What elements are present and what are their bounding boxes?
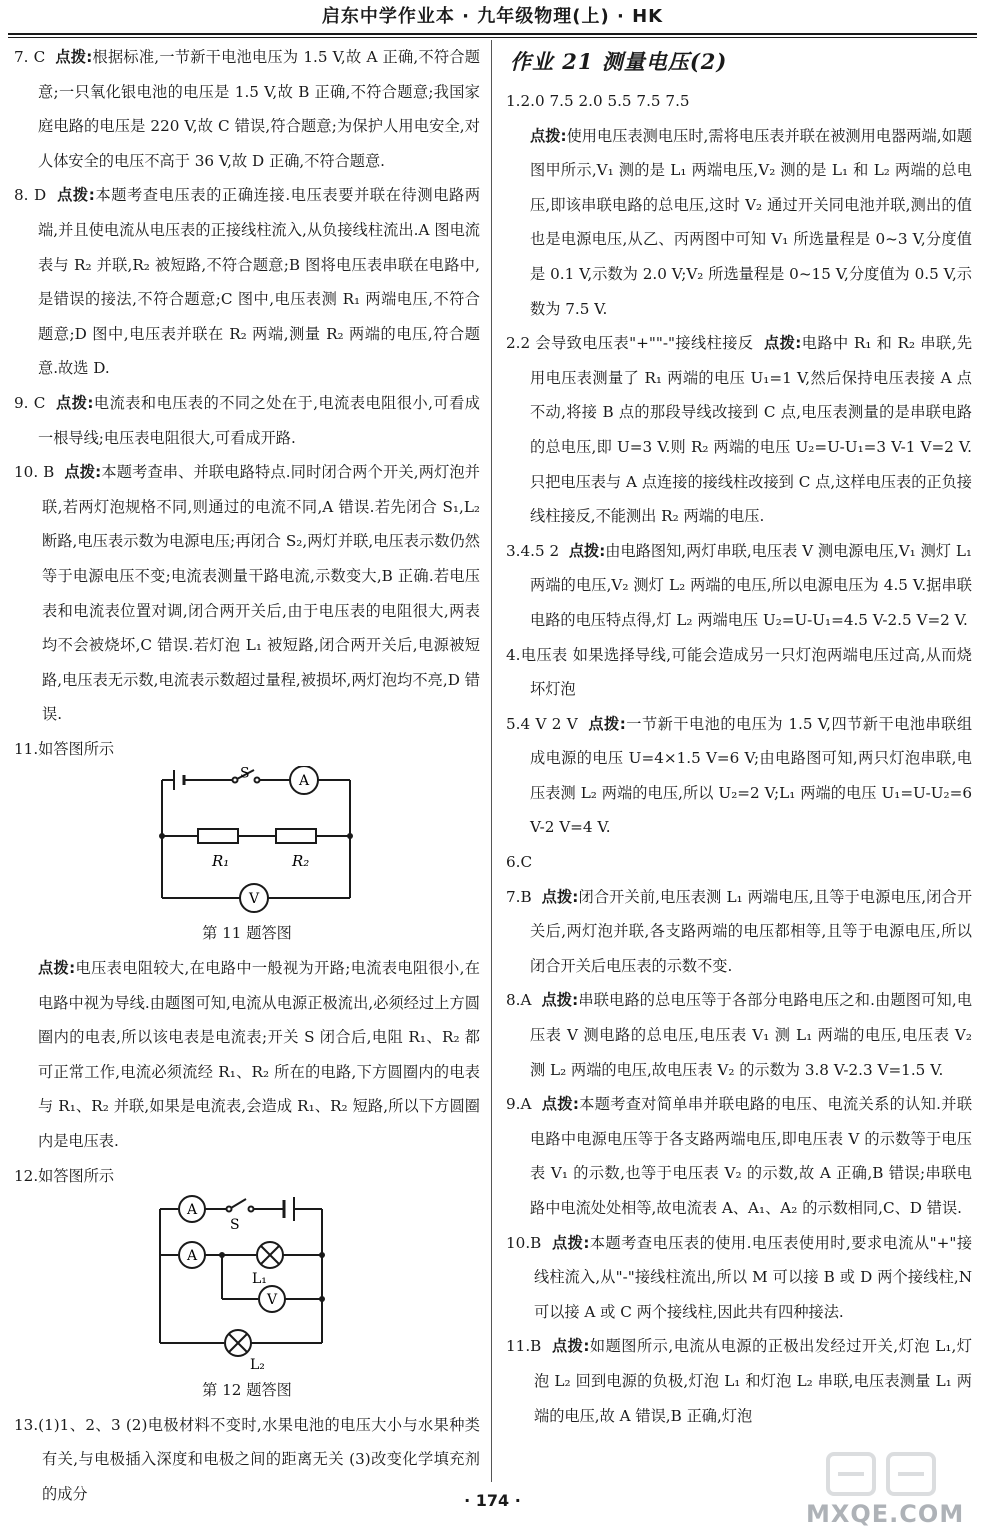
item-text: 使用电压表测电压时,需将电压表并联在被测用电器两端,如题图甲所示,V₁ 测的是 L₁ 两端电压,V₂ 测的是 L₁ 和 L₂ 两端的总电压,即该串联电路的总电压,这时 V₂ 通过开关同电池并联,测出的值也是电源电压,从乙、丙两图中可知 V₁ 所选量程是 0~3 V,分度值是 0.1 V,示数为 2.0 V;V₂ 所选量程是 0~15 V,分度值为 0.5 V,示数为 7.5 V.	[530, 126, 973, 318]
note-text: 电压表电阻较大,在电路中一般视为开路;电流表电阻很小,在电路中视为导线.由题图可知,电流从电源正极流出,必须经过上方圆圈内的电表,所以该电表是电流表;开关 S 闭合后,电阻 R₁、R₂ 都可正常工作,电流必须流经 R₁、R₂ 所在的电路,下方圆圈内的电表与 R₁、R₂ 并联,如果是电流表,会造成 R₁、R₂ 短路,所以下方圆圈内是电压表.	[38, 959, 480, 1151]
item-number: 11.	[14, 739, 39, 758]
circuit-diagram-11	[14, 766, 480, 916]
answer-item-8	[14, 178, 480, 386]
item-answer: 4 V 2 V	[520, 714, 578, 733]
tip-label: 点拨:	[530, 126, 567, 145]
watermark-text: MXQE.COM	[806, 1500, 965, 1528]
tip-label: 点拨:	[764, 334, 802, 353]
item-text: 本题考查串、并联电路特点.同时闭合两个开关,两灯泡并联,若两灯泡规格不同,则通过的电流不同,A 错误.若先闭合 S₁,L₂ 断路,电压表示数为电源电压;再闭合 S₂,两灯并联,电压表示数仍然等于电源电压不变;电流表测量干路电流,示数变大,B 正确.若电压表和电流表位置对调,闭合两开关后,由于电压表的电阻很大,两表均不会被烧坏,C 错误.若灯泡 L₁ 被短路,闭合两开关后,电源被短路,电压表无示数,电流表示数超过量程,被损坏,两灯泡均不亮,D 错误.	[42, 463, 480, 724]
answer-item-r10	[506, 1226, 972, 1330]
tip-label: 点拨:	[55, 48, 93, 66]
item-answer: B	[530, 1233, 542, 1252]
page-number: · 174 ·	[464, 1491, 521, 1510]
item-text: 本题考查电压表的使用.电压表使用时,要求电流从"+"接线柱流入,从"-"接线柱流出,所以 M 可以接 B 或 D 两个接线柱,N 可以接 A 或 C 两个接线柱,因此共有四种接法.	[534, 1233, 973, 1321]
answer-item-10	[14, 455, 480, 732]
item-text: 电流表和电压表的不同之处在于,电流表电阻很小,可看成一根导线;电压表电阻很大,可看成开路.	[38, 393, 480, 447]
item-answer: 4.5 2	[520, 541, 560, 560]
item-text: (1)1、2、3 (2)电极材料不变时,水果电池的电压大小与水果种类有关,与电极插入深度和电极之间的距离无关 (3)改变化学填充剂的成分	[38, 1415, 480, 1503]
item-text: 如答图所示	[38, 739, 115, 758]
answer-item-12	[14, 1159, 480, 1194]
figure-11	[14, 766, 480, 916]
section-title: 作业 21 测量电压(2)	[510, 49, 728, 74]
switch-label: S	[230, 1217, 240, 1234]
item-number: 8. D	[14, 186, 47, 205]
figure-12-caption: 第 12 题答图	[202, 1381, 292, 1400]
tip-label: 点拨:	[551, 1337, 590, 1356]
item-number: 9.	[506, 1095, 521, 1114]
item-text: 闭合开关前,电压表测 L₁ 两端电压,且等于电源电压,闭合开关后,两灯泡并联,各支路两端的电压都相等,且等于电源电压,所以闭合开关后电压表的示数不变.	[530, 887, 973, 975]
answer-item-7	[14, 40, 480, 178]
tip-label: 点拨:	[64, 463, 102, 482]
item-text: 一节新干电池的电压为 1.5 V,四节新干电池串联组成电源的电压 U=4×1.5 V=6 V;由电路图可知,两只灯泡串联,电压表测 L₂ 两端的电压,所以 U₂=2 V;L₁ 两端的电压 U₁=U-U₂=6 V-2 V=4 V.	[530, 714, 973, 837]
item-number: 8.	[506, 991, 521, 1010]
answer-item-r2	[506, 326, 972, 534]
ammeter-label-mid: A	[186, 1248, 198, 1265]
item-number: 9. C	[14, 393, 46, 412]
item-text: 本题考查电压表的正确连接.电压表要并联在待测电路两端,并且使电流从电压表的正接线柱流入,从负接线柱流出.A 图电流表与 R₂ 并联,R₂ 被短路,不符合题意;B 图将电压表串联在电路中,是错误的接法,不符合题意;C 图中,电压表测 R₁ 两端电压,不符合题意;D 图中,电压表并联在 R₂ 两端,测量 R₂ 两端的电压,符合题意.故选 D.	[38, 186, 481, 378]
tip-label: 点拨:	[588, 714, 626, 733]
item-number: 5.	[506, 714, 521, 733]
item-answer: B	[520, 887, 532, 906]
tip-label: 点拨:	[541, 991, 579, 1010]
answer-item-r11	[506, 1329, 972, 1433]
lamp-2-label: L₂	[250, 1357, 265, 1374]
item-number: 7.	[506, 887, 521, 906]
tip-label: 点拨:	[541, 1095, 579, 1114]
item-number: 11.	[506, 1337, 531, 1356]
switch-label: S	[240, 766, 250, 783]
ammeter-label: A	[298, 773, 310, 790]
item-text: 根据标准,一节新干电池电压为 1.5 V,故 A 正确,不符合题意;一只氧化银电池的电压是 1.5 V,故 B 正确,不符合题意;我国家庭电路的电压是 220 V,故 C 错误,符合题意;为保护人用电安全,对人体安全的电压不高于 36 V,故 D 正确,不符合题意.	[38, 48, 480, 170]
answer-item-11	[14, 732, 480, 767]
tip-label: 点拨:	[551, 1233, 590, 1252]
item-number: 3.	[506, 541, 521, 560]
item-answer: 2 会导致电压表"+""-"接线柱接反	[520, 334, 754, 353]
answer-item-r1	[506, 84, 972, 326]
item-answer: A	[520, 1095, 532, 1114]
answer-item-9	[14, 386, 480, 455]
note-11	[14, 951, 480, 1159]
answer-item-r4	[506, 638, 972, 707]
item-answer: B	[530, 1337, 542, 1356]
tip-label: 点拨:	[541, 887, 579, 906]
figure-11-caption: 第 11 题答图	[202, 924, 292, 943]
left-column	[14, 40, 480, 1512]
item-number: 10.	[506, 1233, 531, 1252]
item-number: 1.	[506, 92, 521, 110]
figure-12	[14, 1193, 480, 1373]
item-answer: C	[520, 853, 533, 872]
answer-item-r9	[506, 1087, 972, 1225]
item-answer: A	[520, 991, 532, 1010]
answer-item-r7	[506, 880, 972, 984]
voltmeter-label: V	[266, 1292, 278, 1309]
tip-label: 点拨:	[56, 393, 94, 412]
lamp-1-label: L₁	[252, 1271, 267, 1288]
item-number: 12.	[14, 1166, 39, 1185]
item-answer: 电压表 如果选择导线,可能会造成另一只灯泡两端电压过高,从而烧坏灯泡	[520, 645, 972, 699]
circuit-diagram-12	[14, 1193, 480, 1373]
item-text: 如答图所示	[38, 1166, 115, 1185]
column-divider	[491, 40, 492, 1482]
item-text: 由电路图知,两灯串联,电压表 V 测电源电压,V₁ 测灯 L₁ 两端的电压,V₂ 测灯 L₂ 两端的电压,所以电源电压为 4.5 V.据串联电路的电压特点得,灯 L₂ 两端电压 U₂=U-U₁=4.5 V-2.5 V=2 V.	[530, 541, 972, 629]
tip-label: 点拨:	[57, 186, 95, 205]
item-text: 如题图所示,电流从电源的正极出发经过开关,灯泡 L₁,灯泡 L₂ 回到电源的负极,灯泡 L₁ 和灯泡 L₂ 串联,电压表测量 L₁ 两端的电压,故 A 错误,B 正确,灯泡	[534, 1337, 972, 1425]
item-number: 4.	[506, 645, 521, 664]
resistor-1-label: R₁	[212, 852, 230, 871]
right-column	[506, 40, 972, 1433]
resistor-2-label: R₂	[292, 852, 310, 871]
ammeter-label-top: A	[186, 1202, 198, 1219]
answer-item-r3	[506, 534, 972, 638]
header-rule	[8, 33, 977, 38]
item-text: 串联电路的总电压等于各部分电路电压之和.由题图可知,电压表 V 测电路的总电压,电压表 V₁ 测 L₁ 两端的电压,电压表 V₂ 测 L₂ 两端的电压,故电压表 V₂ 的示数为 3.8 V-2.3 V=1.5 V.	[530, 991, 973, 1079]
answer-item-r6	[506, 845, 972, 880]
item-number: 2.	[506, 334, 521, 353]
answer-item-r5	[506, 707, 972, 845]
voltmeter-label: V	[248, 891, 260, 908]
answer-item-r8	[506, 983, 972, 1087]
item-answer: 2.0 7.5 2.0 5.5 7.5 7.5	[520, 92, 690, 110]
tip-label: 点拨:	[38, 959, 76, 978]
item-number: 10. B	[14, 463, 55, 482]
page-header: 启东中学作业本 · 九年级物理(上) · HK	[321, 6, 664, 27]
item-number: 6.	[506, 853, 521, 872]
item-number: 7. C	[14, 48, 46, 66]
item-number: 13.	[14, 1415, 39, 1434]
item-text: 电路中 R₁ 和 R₂ 串联,先用电压表测量了 R₁ 两端的电压 U₁=1 V,然后保持电压表接 A 点不动,将接 B 点的那段导线改接到 C 点,电压表测量的是串联电路的总电压,即 U=3 V.则 R₂ 两端的电压 U₂=U-U₁=3 V-1 V=2 V.只把电压表与 A 点连接的接线柱改接到 C 点,这样电压表的正负接线柱接反,不能测出 R₂ 两端的电压.	[530, 334, 973, 526]
tip-label: 点拨:	[568, 541, 606, 560]
item-text: 本题考查对简单串并联电路的电压、电流关系的认知.并联电路中电源电压等于各支路两端电压,即电压表 V 的示数等于电压表 V₁ 的示数,也等于电压表 V₂ 的示数,故 A 正确,B 错误;串联电路中电流处处相等,故电流表 A、A₁、A₂ 的示数相同,C、D 错误.	[530, 1095, 973, 1217]
